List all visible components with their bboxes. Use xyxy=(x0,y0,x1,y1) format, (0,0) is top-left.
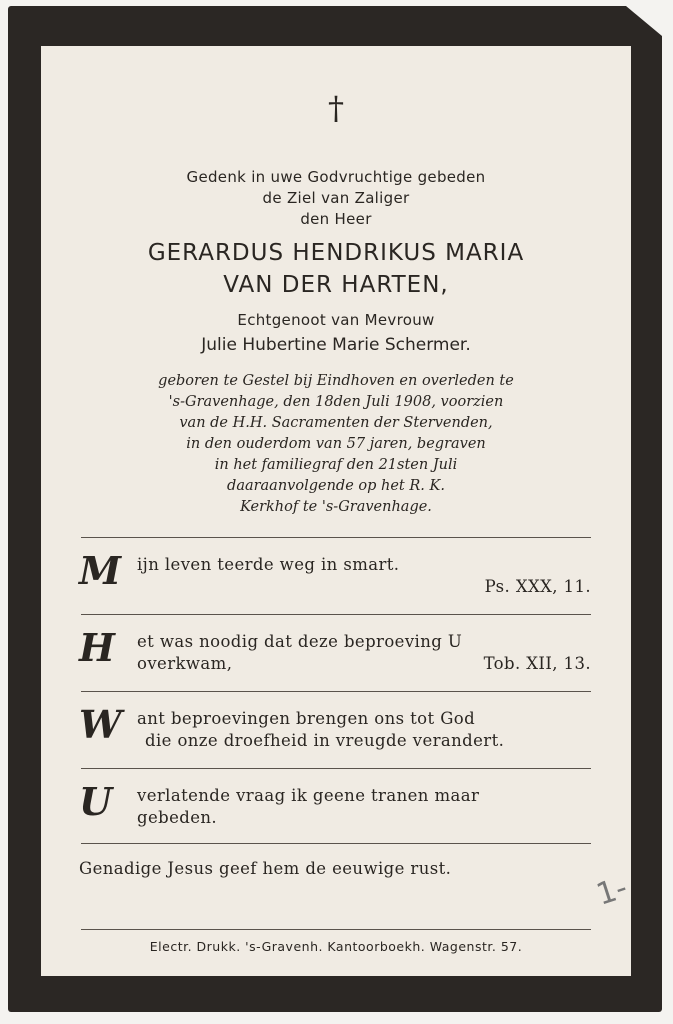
biography-line: geboren te Gestel bij Eindhoven en overleden te xyxy=(158,373,514,389)
closing-text: Genadige Jesus geef hem de eeuwige rust. xyxy=(79,859,452,878)
verse-text: gebeden. xyxy=(137,808,218,827)
biography-line: in den ouderdom van 57 jaren, begraven xyxy=(186,436,486,452)
verse-text: overkwam, xyxy=(137,654,233,673)
verse-initial: H xyxy=(79,625,115,670)
card-corner xyxy=(626,6,662,36)
verse-reference: Ps. XXX, 11. xyxy=(484,577,591,596)
divider xyxy=(81,768,591,769)
verse-reference: Tob. XII, 13. xyxy=(483,654,591,673)
biography-line: daaraanvolgende op het R. K. xyxy=(227,478,445,494)
verse-initial: W xyxy=(79,702,122,747)
verse-3 xyxy=(79,702,591,755)
verse-2 xyxy=(79,625,591,678)
verse-initial: U xyxy=(79,779,113,824)
divider xyxy=(81,614,591,615)
intro-line: Gedenk in uwe Godvruchtige gebeden xyxy=(186,168,486,186)
deceased-name: GERARDUS HENDRIKUS MARIA xyxy=(147,240,525,266)
verse-text: ant beproevingen brengen ons tot God xyxy=(137,709,476,728)
handwritten-mark: 1- xyxy=(592,870,632,913)
printer-credit: Electr. Drukk. 's-Gravenh. Kantoorboekh. Wagenstr. 57. xyxy=(149,939,523,954)
biography-line: van de H.H. Sacramenten der Stervenden, xyxy=(179,415,493,431)
divider xyxy=(81,691,591,692)
mourning-card-border xyxy=(8,6,662,1012)
divider xyxy=(81,843,591,844)
deceased-name: VAN DER HARTEN, xyxy=(223,272,449,298)
intro-line: de Ziel van Zaliger xyxy=(262,189,410,207)
biography-line: 's-Gravenhage, den 18den Juli 1908, voorzien xyxy=(168,394,504,410)
verse-text: ijn leven teerde weg in smart. xyxy=(137,555,400,574)
spouse-intro: Echtgenoot van Mevrouw xyxy=(237,311,435,329)
verse-initial: M xyxy=(79,548,122,593)
verse-text: verlatende vraag ik geene tranen maar xyxy=(137,786,480,805)
biography-line: in het familiegraf den 21sten Juli xyxy=(214,457,458,473)
divider xyxy=(81,929,591,930)
spouse-name: Julie Hubertine Marie Schermer. xyxy=(201,335,471,355)
intro-line: den Heer xyxy=(300,210,372,228)
verse-text: et was noodig dat deze beproeving U xyxy=(137,632,463,651)
divider xyxy=(81,537,591,538)
verse-1 xyxy=(79,548,591,601)
biography-line: Kerkhof te 's-Gravenhage. xyxy=(240,499,432,515)
closing-prayer xyxy=(79,859,591,883)
card-paper xyxy=(41,46,631,976)
verse-4 xyxy=(79,779,591,832)
cross-icon: † xyxy=(328,89,344,127)
verse-text: die onze droefheid in vreugde verandert. xyxy=(145,731,505,750)
